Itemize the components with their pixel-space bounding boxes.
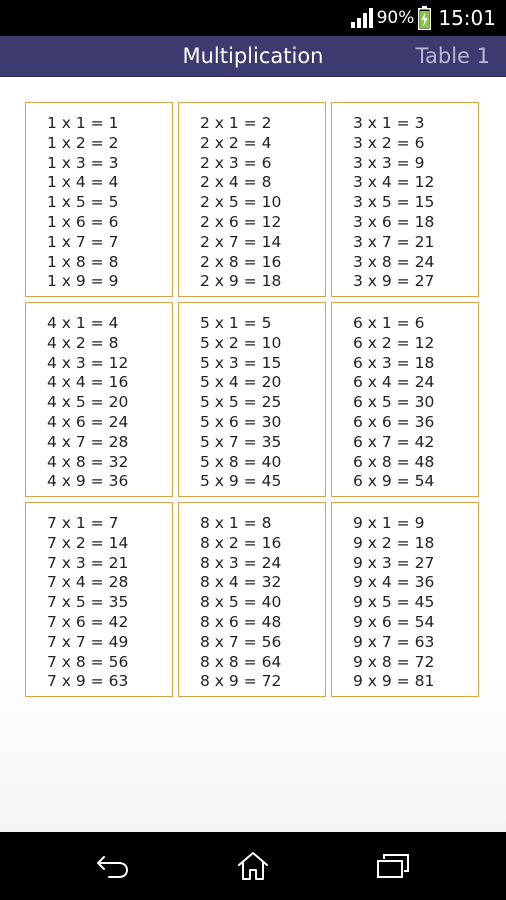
table-row: 6 x 7 = 42 bbox=[353, 432, 435, 451]
table-row: 6 x 8 = 48 bbox=[353, 452, 435, 471]
table-row: 4 x 3 = 12 bbox=[47, 353, 129, 372]
table-row: 9 x 4 = 36 bbox=[353, 573, 435, 592]
status-bar bbox=[0, 0, 506, 36]
table-row: 5 x 4 = 20 bbox=[200, 373, 282, 392]
table-row: 6 x 1 = 6 bbox=[353, 314, 425, 332]
back-icon bbox=[95, 853, 129, 879]
table-row: 4 x 6 = 24 bbox=[47, 412, 129, 431]
table-row: 9 x 5 = 45 bbox=[353, 593, 435, 612]
table-row: 4 x 9 = 36 bbox=[47, 472, 129, 491]
table-row: 7 x 2 = 14 bbox=[47, 533, 129, 552]
table-row: 1 x 4 = 4 bbox=[47, 173, 119, 192]
table-row: 9 x 3 = 27 bbox=[353, 553, 435, 572]
table-row: 5 x 9 = 45 bbox=[200, 472, 282, 491]
table-row: 4 x 7 = 28 bbox=[47, 432, 129, 451]
table-row: 8 x 5 = 40 bbox=[200, 593, 282, 612]
table-row: 8 x 7 = 56 bbox=[200, 632, 282, 651]
signal-icon bbox=[351, 8, 373, 28]
table-row: 7 x 8 = 56 bbox=[47, 652, 129, 671]
table-row: 4 x 5 = 20 bbox=[47, 393, 129, 412]
table-card bbox=[331, 102, 479, 297]
page-title: Multiplication bbox=[182, 44, 324, 68]
table-row: 1 x 9 = 9 bbox=[47, 272, 119, 291]
table-row: 1 x 7 = 7 bbox=[47, 232, 119, 251]
table-row: 3 x 7 = 21 bbox=[353, 232, 435, 251]
table-row: 3 x 9 = 27 bbox=[353, 272, 435, 291]
table-row: 4 x 1 = 4 bbox=[47, 314, 119, 332]
content-area bbox=[0, 77, 506, 832]
table-card bbox=[25, 102, 173, 297]
table-row: 5 x 8 = 40 bbox=[200, 452, 282, 471]
table-row: 8 x 4 = 32 bbox=[200, 573, 282, 592]
table-row: 2 x 9 = 18 bbox=[200, 272, 282, 291]
table-card bbox=[178, 102, 326, 297]
table-row: 1 x 5 = 5 bbox=[47, 193, 119, 212]
table-row: 2 x 1 = 2 bbox=[200, 114, 272, 132]
table-row: 8 x 2 = 16 bbox=[200, 533, 282, 552]
table-switch-button[interactable]: Table 1 bbox=[415, 44, 490, 68]
table-row: 6 x 4 = 24 bbox=[353, 373, 435, 392]
table-row: 3 x 2 = 6 bbox=[353, 133, 425, 152]
table-row: 9 x 7 = 63 bbox=[353, 632, 435, 651]
table-row: 4 x 8 = 32 bbox=[47, 452, 129, 471]
table-row: 8 x 6 = 48 bbox=[200, 612, 282, 631]
table-row: 5 x 1 = 5 bbox=[200, 314, 272, 332]
table-row: 3 x 3 = 9 bbox=[353, 153, 425, 172]
table-row: 3 x 8 = 24 bbox=[353, 252, 435, 271]
table-row: 9 x 6 = 54 bbox=[353, 612, 435, 631]
table-row: 2 x 4 = 8 bbox=[200, 173, 272, 192]
table-row: 7 x 3 = 21 bbox=[47, 553, 129, 572]
table-row: 1 x 1 = 1 bbox=[47, 114, 119, 132]
table-row: 2 x 3 = 6 bbox=[200, 153, 272, 172]
table-row: 5 x 5 = 25 bbox=[200, 393, 282, 412]
table-row: 1 x 8 = 8 bbox=[47, 252, 119, 271]
table-row: 6 x 2 = 12 bbox=[353, 333, 435, 352]
navigation-bar bbox=[0, 832, 506, 900]
table-row: 2 x 6 = 12 bbox=[200, 212, 282, 231]
table-row: 6 x 9 = 54 bbox=[353, 472, 435, 491]
table-row: 3 x 6 = 18 bbox=[353, 212, 435, 231]
table-row: 7 x 5 = 35 bbox=[47, 593, 129, 612]
table-row: 4 x 4 = 16 bbox=[47, 373, 129, 392]
table-card bbox=[331, 502, 479, 697]
table-row: 2 x 7 = 14 bbox=[200, 232, 282, 251]
table-row: 8 x 3 = 24 bbox=[200, 553, 282, 572]
table-row: 3 x 5 = 15 bbox=[353, 193, 435, 212]
table-row: 9 x 9 = 81 bbox=[353, 672, 435, 691]
table-row: 5 x 3 = 15 bbox=[200, 353, 282, 372]
table-row: 7 x 1 = 7 bbox=[47, 514, 119, 532]
table-row: 9 x 1 = 9 bbox=[353, 514, 425, 532]
table-row: 7 x 4 = 28 bbox=[47, 573, 129, 592]
table-row: 8 x 9 = 72 bbox=[200, 672, 282, 691]
table-card bbox=[178, 502, 326, 697]
tables-grid bbox=[25, 102, 480, 697]
battery-percentage: 90% bbox=[376, 8, 415, 28]
table-row: 5 x 6 = 30 bbox=[200, 412, 282, 431]
status-indicators bbox=[351, 0, 496, 36]
table-row: 2 x 2 = 4 bbox=[200, 133, 272, 152]
table-row: 2 x 8 = 16 bbox=[200, 252, 282, 271]
home-icon bbox=[236, 850, 270, 882]
table-row: 1 x 3 = 3 bbox=[47, 153, 119, 172]
table-row: 4 x 2 = 8 bbox=[47, 333, 119, 352]
clock: 15:01 bbox=[438, 6, 496, 30]
recent-apps-button[interactable] bbox=[353, 832, 433, 900]
table-card bbox=[25, 302, 173, 497]
recent-apps-icon bbox=[376, 853, 410, 879]
table-row: 3 x 4 = 12 bbox=[353, 173, 435, 192]
home-button[interactable] bbox=[213, 832, 293, 900]
table-row: 7 x 6 = 42 bbox=[47, 612, 129, 631]
table-row: 8 x 1 = 8 bbox=[200, 514, 272, 532]
table-row: 6 x 6 = 36 bbox=[353, 412, 435, 431]
action-bar bbox=[0, 36, 506, 77]
table-row: 2 x 5 = 10 bbox=[200, 193, 282, 212]
table-row: 9 x 8 = 72 bbox=[353, 652, 435, 671]
back-button[interactable] bbox=[72, 832, 152, 900]
table-card bbox=[178, 302, 326, 497]
table-card bbox=[331, 302, 479, 497]
table-row: 7 x 9 = 63 bbox=[47, 672, 129, 691]
table-row: 1 x 2 = 2 bbox=[47, 133, 119, 152]
table-card bbox=[25, 502, 173, 697]
battery-charging-icon bbox=[418, 6, 431, 30]
table-row: 6 x 5 = 30 bbox=[353, 393, 435, 412]
table-row: 3 x 1 = 3 bbox=[353, 114, 425, 132]
table-row: 5 x 2 = 10 bbox=[200, 333, 282, 352]
table-row: 1 x 6 = 6 bbox=[47, 212, 119, 231]
table-row: 9 x 2 = 18 bbox=[353, 533, 435, 552]
table-row: 6 x 3 = 18 bbox=[353, 353, 435, 372]
table-row: 8 x 8 = 64 bbox=[200, 652, 282, 671]
table-row: 5 x 7 = 35 bbox=[200, 432, 282, 451]
table-row: 7 x 7 = 49 bbox=[47, 632, 129, 651]
